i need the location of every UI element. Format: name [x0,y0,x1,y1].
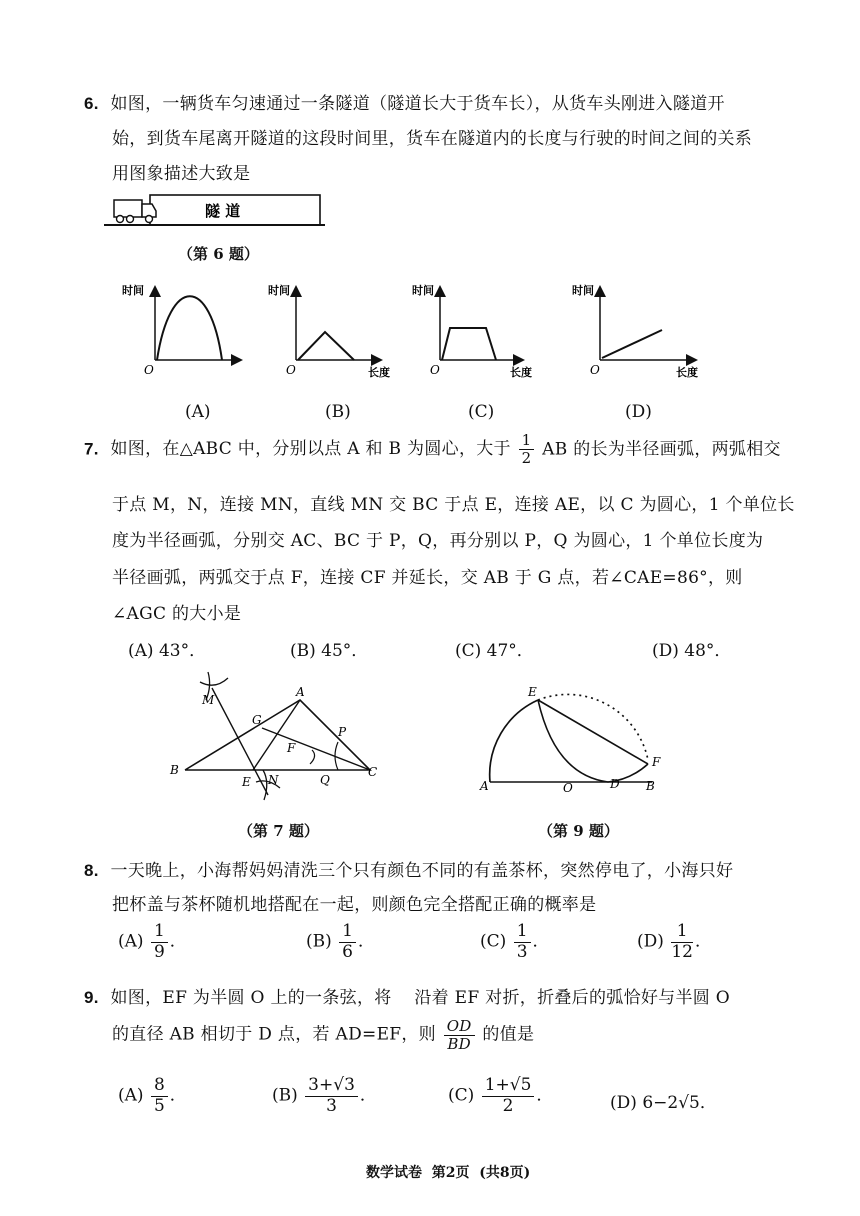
q7-text-1b: AB 的长为半径画弧，两弧相交 [542,439,781,460]
svg-text:时间: 时间 [572,284,594,297]
q6-line1 [84,89,725,114]
q6-line3: 用图象描述大致是 [112,164,251,184]
graph-b [268,283,390,379]
q9-number: 9. [84,988,99,1007]
fig9-caption: （第 9 题） [538,822,619,840]
q7-option-d: (D) 48°． [652,641,732,661]
q7-line2: 于点 M，N，连接 MN，直线 MN 交 BC 于点 E，连接 AE，以 C 为圆心，1 个单位长 [112,495,795,515]
svg-text:F: F [287,741,296,755]
q9-option-c: (C) $\frac{1+√5}{2}$ ． [448,1075,554,1116]
svg-text:长度: 长度 [368,366,390,379]
q8-text-1: 一天晚上，小海帮妈妈清洗三个只有颜色不同的有盖茶杯，突然停电了，小海只好 [110,861,734,881]
truck-icon [114,200,156,223]
svg-text:时间: 时间 [412,284,434,297]
q9-text-1: 如图，EF 为半圆 O 上的一条弦，将 沿着 EF 对折，折叠后的弧恰好与半圆 O [110,988,731,1008]
q7-number: 7. [84,439,99,459]
svg-text:A: A [296,685,305,699]
q9-option-b: (B) $\frac{3+√3}{3}$ ． [272,1075,377,1116]
svg-text:O: O [590,363,600,377]
q8-option-d: (D) $\frac{1}{12}$ ． [637,921,712,962]
svg-text:F: F [652,755,661,769]
svg-text:O: O [144,363,154,377]
svg-text:时间: 时间 [268,284,290,297]
q9-option-d: (D) 6−2√5． [610,1093,717,1113]
svg-text:E: E [242,775,251,789]
q8-line1 [84,856,733,881]
svg-text:长度: 长度 [676,366,698,379]
q7-line1 [84,432,781,468]
svg-text:A: A [480,779,489,793]
q7-text-1a: 如图，在△ABC 中，分别以点 A 和 B 为圆心，大于 [110,439,511,460]
svg-text:O: O [286,363,296,377]
q7-option-b: (B) 45°． [290,641,369,661]
q7-line4: 半径画弧，两弧交于点 F，连接 CF 并延长，交 AB 于 G 点，若∠CAE=86°，则 [112,568,743,588]
q6-option-a: (A) [185,402,211,422]
q7-option-c: (C) 47°． [455,641,534,661]
graph-c [412,283,532,379]
q9-line2: 的直径 AB 相切于 D 点，若 AD=EF，则 $\frac{OD}{BD}$ 的值是 [112,1017,535,1053]
fig7-caption: （第 7 题） [238,822,319,840]
svg-text:C: C [368,765,378,779]
q6-tunnel-figure [100,190,330,232]
q6-graphs [110,280,710,385]
q8-option-c: (C) $\frac{1}{3}$ ． [480,921,550,962]
q9-option-a: (A) $\frac{8}{5}$ ． [118,1075,187,1116]
graph-d [572,283,698,379]
svg-text:P: P [338,725,347,739]
q8-option-b: (B) $\frac{1}{6}$ ． [306,921,375,962]
svg-text:Q: Q [320,773,330,787]
svg-text:N: N [268,773,279,787]
figure-9 [470,680,700,800]
q6-caption: （第 6 题） [178,245,259,263]
q6-line2: 始，到货车尾离开隧道的这段时间里，货车在隧道内的长度与行驶的时间之间的关系 [112,129,753,149]
q7-option-a: (A) 43°． [128,641,207,661]
svg-text:M: M [202,693,215,707]
q6-number: 6. [84,94,99,113]
q7-line5: ∠AGC 的大小是 [112,604,242,624]
q8-line2: 把杯盖与茶杯随机地搭配在一起，则颜色完全搭配正确的概率是 [112,895,597,915]
figure-7 [160,670,390,810]
q9-line1 [84,983,730,1008]
q6-text-1: 如图，一辆货车匀速通过一条隧道（隧道长大于货车长），从货车头刚进入隧道开 [110,94,725,114]
svg-text:O: O [430,363,440,377]
svg-text:B: B [646,779,655,793]
page-footer: 数学试卷 第2页 (共8页) [366,1165,531,1181]
svg-text:长度: 长度 [510,366,532,379]
q6-option-b: (B) [325,402,351,422]
graph-a [122,283,240,377]
svg-text:G: G [252,713,262,727]
q8-option-a: (A) $\frac{1}{9}$ ． [118,921,187,962]
svg-text:O: O [563,781,573,795]
tunnel-label: 隧 道 [205,202,241,220]
q8-number: 8. [84,861,99,880]
svg-text:D: D [610,777,620,791]
svg-text:时间: 时间 [122,284,144,297]
q7-half-fraction: $\frac{1}{2}$ [519,432,535,468]
svg-text:E: E [528,685,537,699]
svg-text:B: B [170,763,179,777]
q6-option-c: (C) [468,402,495,422]
q6-option-d: (D) [625,402,652,422]
q7-line3: 度为半径画弧，分别交 AC、BC 于 P，Q，再分别以 P，Q 为圆心，1 个单位长度为 [112,531,764,551]
